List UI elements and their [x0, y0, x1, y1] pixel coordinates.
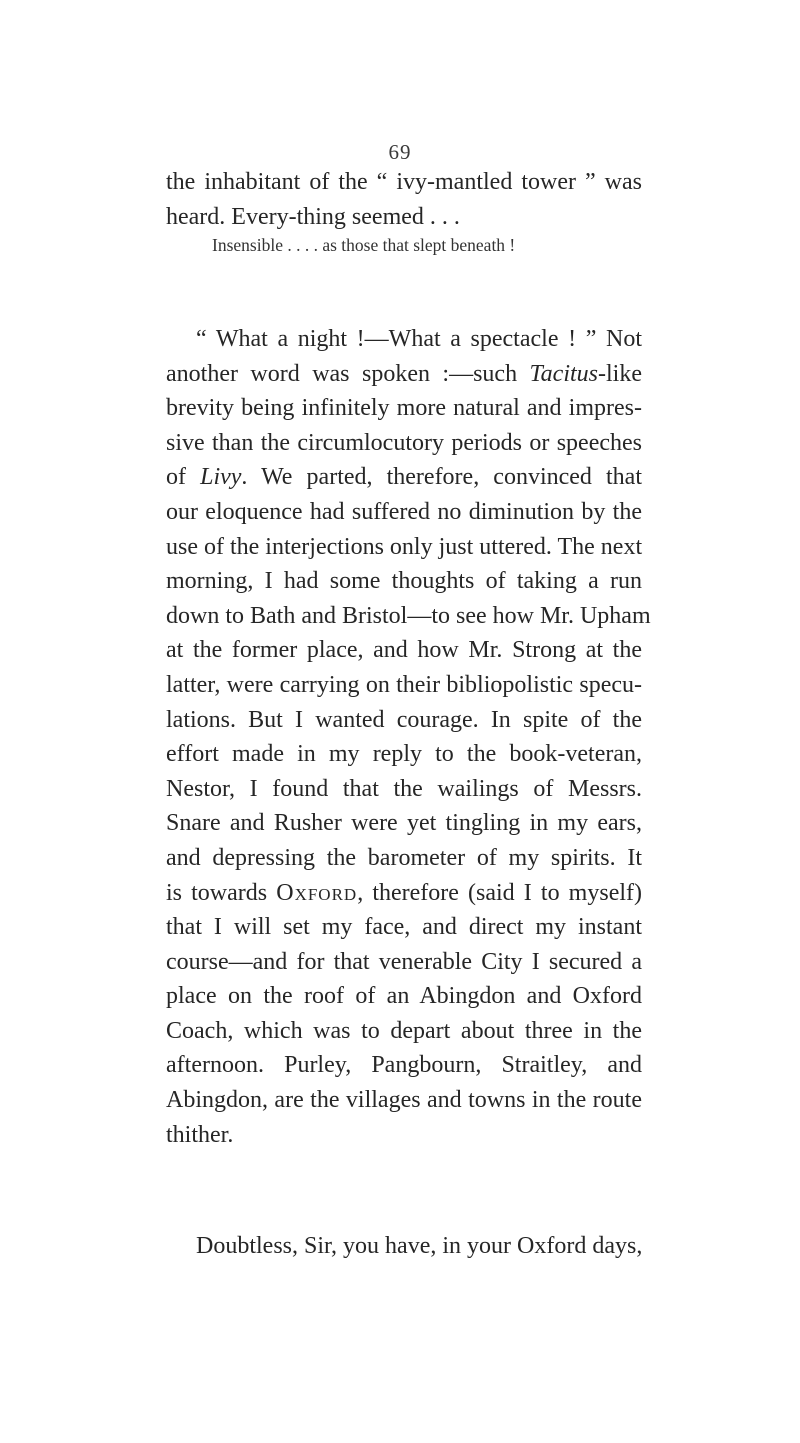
closing-text	[166, 1229, 642, 1264]
text-line: that I will set my face, and direct my instant	[166, 914, 642, 941]
text-line: at the former place, and how Mr. Strong at the	[166, 637, 642, 664]
text-line: Snare and Rusher were yet tingling in my ears,	[166, 810, 642, 837]
text-line: our eloquence had suffered no diminution by the	[166, 498, 642, 525]
text-line: brevity being infinitely more natural and impres-	[166, 395, 642, 422]
text-line: afternoon. Purley, Pangbourn, Straitley, and	[166, 1052, 642, 1079]
opening-text	[166, 165, 642, 234]
text-line: another word was spoken :—such Tacitus-like	[166, 360, 642, 387]
text-line: down to Bath and Bristol—to see how Mr. Upham	[166, 602, 651, 629]
text-line: Abingdon, are the villages and towns in the route	[166, 1087, 642, 1114]
text-line: of Livy. We parted, therefore, convinced that	[166, 464, 642, 491]
quotation-line: Insensible . . . . as those that slept beneath !	[212, 235, 516, 255]
italic-name: Livy	[200, 464, 242, 491]
small-caps-place: Oxford	[276, 879, 358, 906]
text-line: Coach, which was to depart about three in the	[166, 1017, 642, 1044]
text-line: the inhabitant of the “ ivy-mantled tower ” was	[166, 169, 642, 195]
italic-name: Tacitus	[529, 360, 599, 387]
main-paragraph	[166, 322, 651, 1152]
page-number: 69	[388, 140, 412, 164]
text-line: Nestor, I found that the wailings of Messrs.	[166, 775, 642, 802]
text-line: effort made in my reply to the book-veteran,	[166, 741, 642, 768]
text-line: Doubtless, Sir, you have, in your Oxford days,	[196, 1233, 643, 1259]
text-line: thither.	[166, 1121, 234, 1148]
text-line: use of the interjections only just uttered. The next	[166, 533, 643, 560]
text-line: place on the roof of an Abingdon and Oxford	[166, 983, 642, 1010]
text-line: lations. But I wanted courage. In spite of the	[166, 706, 642, 733]
text-line: latter, were carrying on their bibliopolistic specu-	[166, 671, 642, 698]
text-line: “ What a night !—What a spectacle ! ” Not	[196, 326, 642, 352]
text-line: heard. Every-thing seemed . . .	[166, 203, 460, 230]
text-line: is towards Oxford, therefore (said I to myself)	[166, 879, 642, 906]
text-line: morning, I had some thoughts of taking a run	[166, 568, 642, 595]
text-line: and depressing the barometer of my spirits. It	[166, 844, 642, 871]
text-line: course—and for that venerable City I secured a	[166, 948, 642, 975]
text-line: sive than the circumlocutory periods or speeches	[166, 429, 642, 456]
